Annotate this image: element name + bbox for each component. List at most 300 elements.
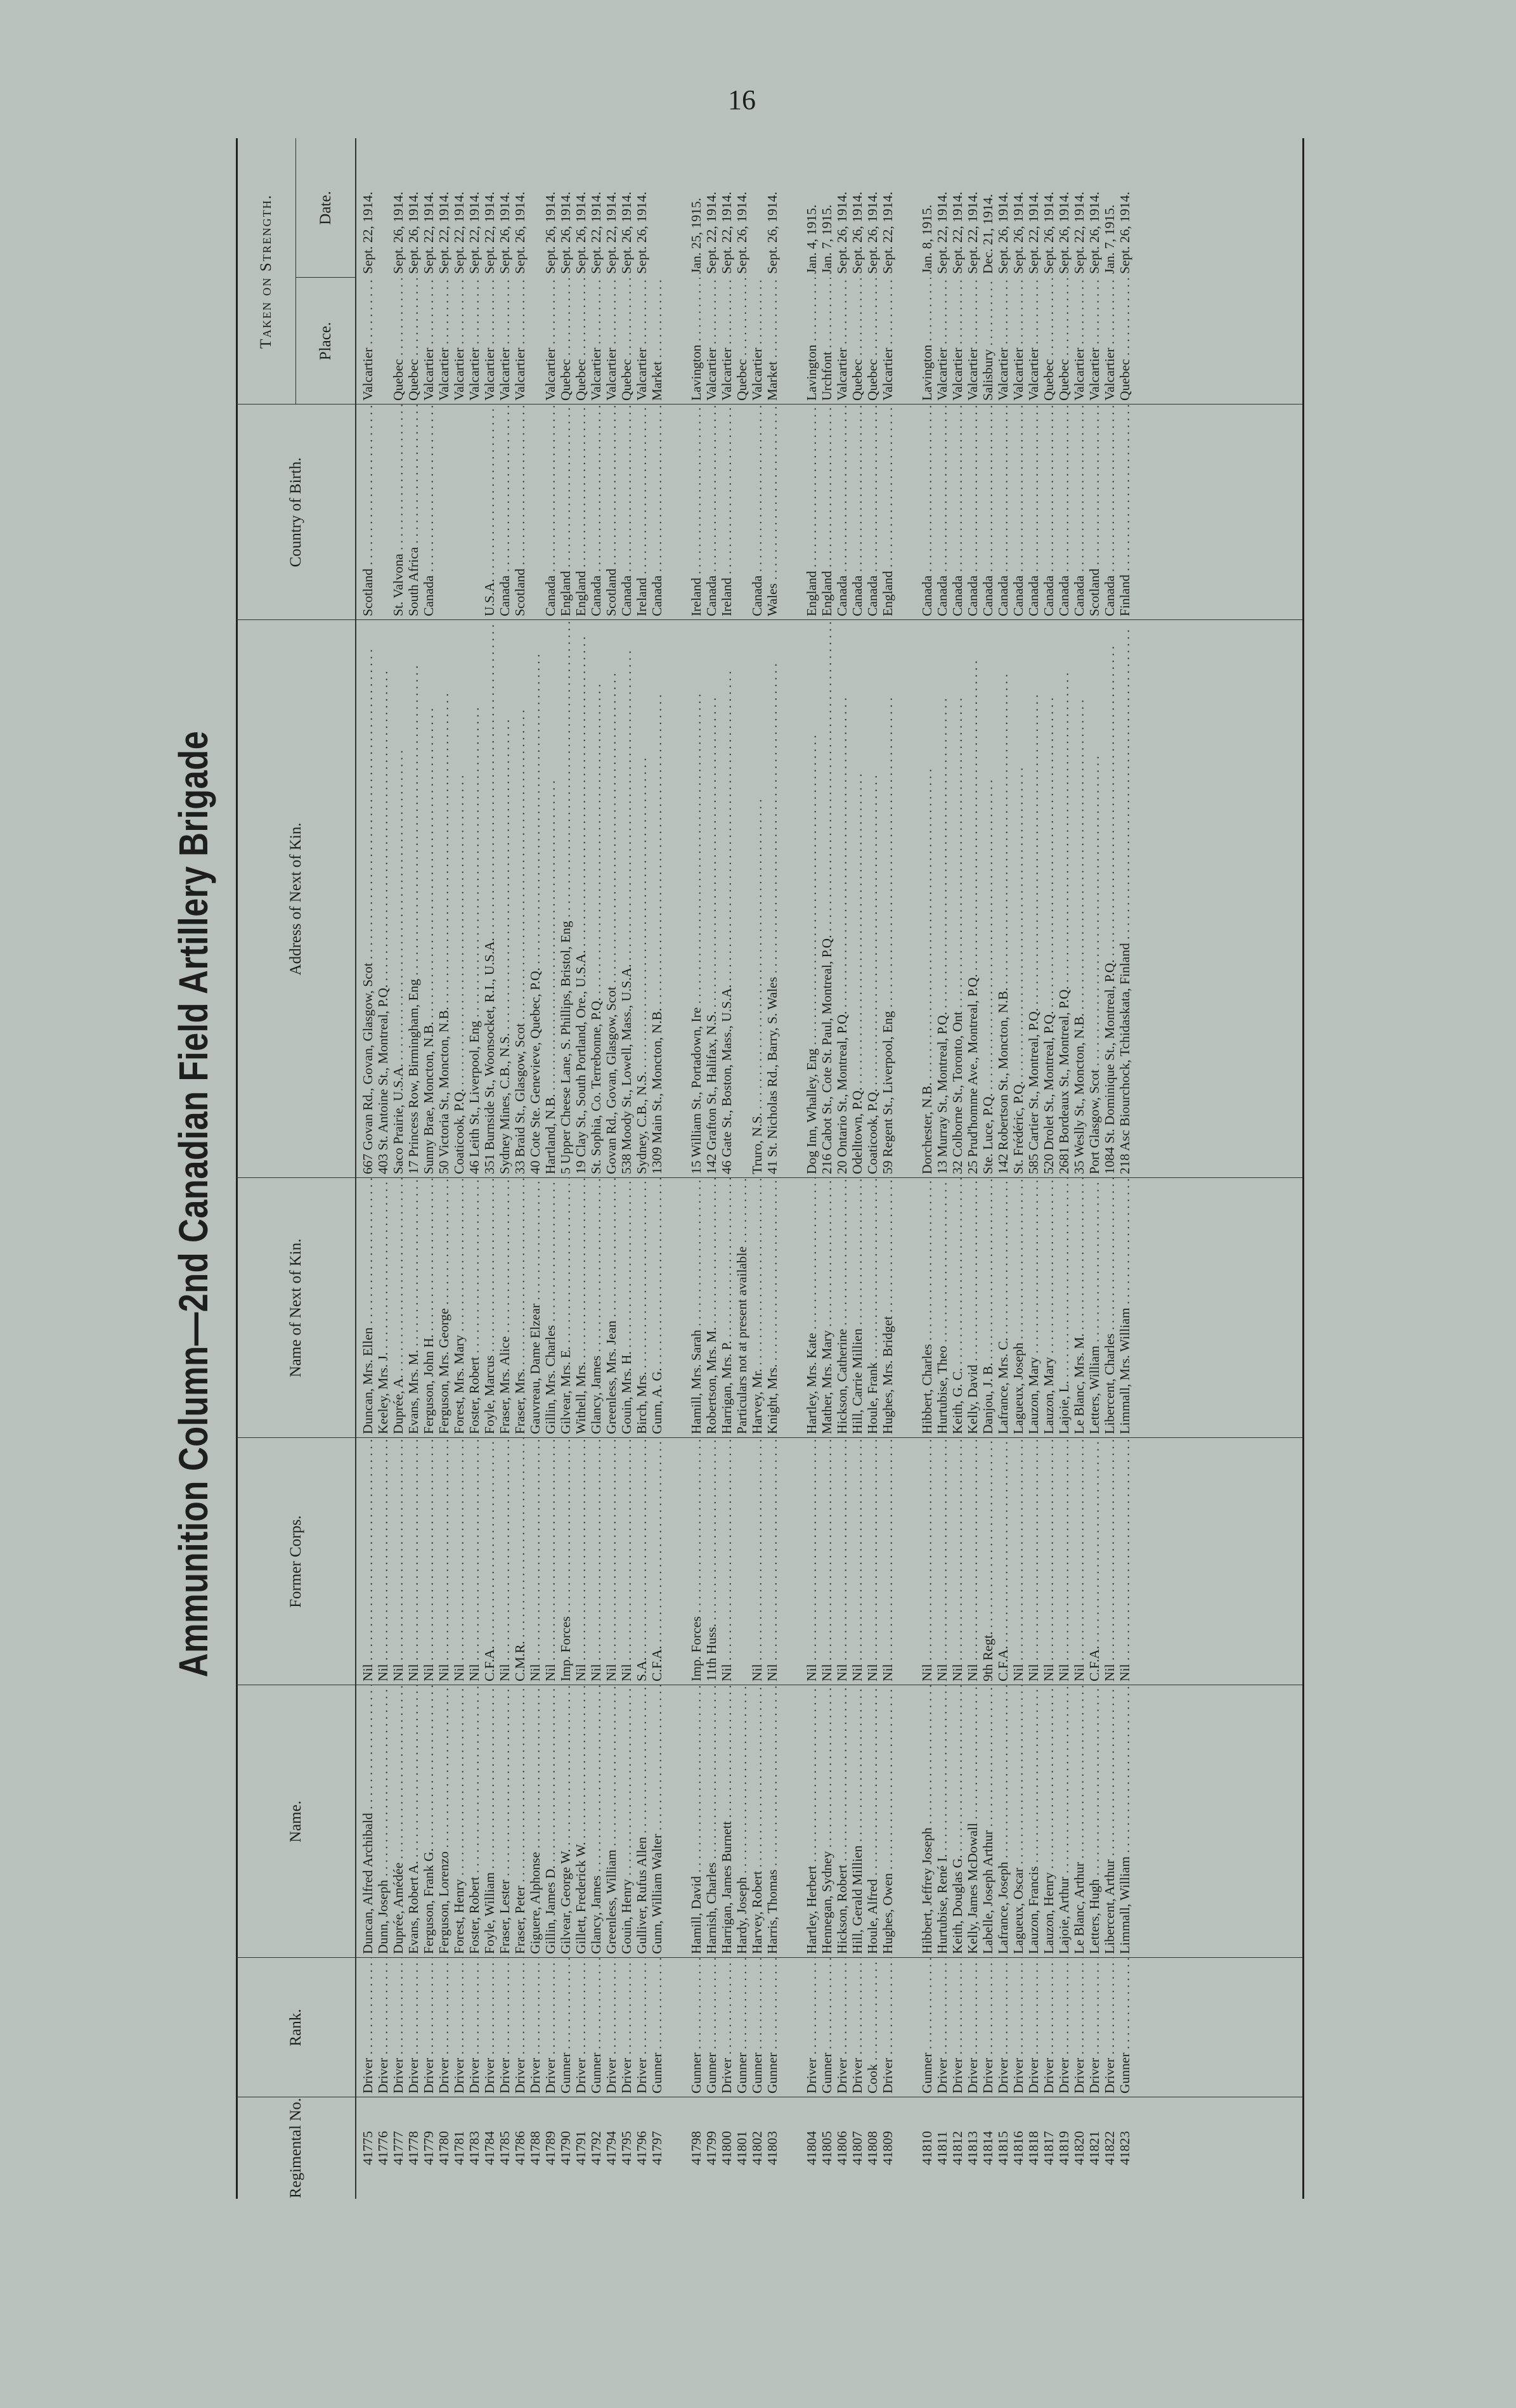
- header-country-of-birth: Country of Birth.: [287, 457, 304, 567]
- next-of-kin-address-cell: 15 William St., Portadown, Ire . . .: [689, 620, 704, 1178]
- country-of-birth-cell: Wales . . .: [765, 405, 781, 620]
- regimental-no-cell: 41783: [466, 2131, 482, 2165]
- former-corps-cell: Nil . . .: [950, 1438, 966, 1685]
- date-cell: Sept. 22, 1914.: [964, 191, 980, 274]
- next-of-kin-address-cell: Coaticook, P.Q. . . .: [865, 620, 881, 1178]
- table-row: [1117, 138, 1132, 2199]
- next-of-kin-name-cell: Hickson, Catherine . . .: [834, 1178, 850, 1438]
- name-cell: Keith, Douglas G. . . .: [950, 1685, 966, 1958]
- former-corps-cell: Nil . . .: [528, 1438, 543, 1685]
- table-row: [497, 138, 512, 2199]
- table-row: [634, 138, 649, 2199]
- row-group: [919, 138, 1132, 2199]
- former-corps-cell: Imp. Forces . . .: [558, 1438, 574, 1685]
- next-of-kin-name-cell: Forest, Mrs. Mary . . .: [451, 1178, 467, 1438]
- regimental-no-cell: 41784: [481, 2131, 497, 2165]
- place-cell: Quebec . . .: [1041, 278, 1057, 405]
- place-cell: Valcartier . . .: [482, 278, 498, 405]
- next-of-kin-name-cell: Lajoie, L. . . .: [1056, 1178, 1072, 1438]
- rank-cell: Driver . . .: [1056, 1958, 1072, 2097]
- regimental-no-cell: 41794: [603, 2131, 619, 2165]
- table-row: [482, 138, 497, 2199]
- next-of-kin-name-cell: Lauzon, Mary . . .: [1041, 1178, 1057, 1438]
- place-cell: Valcartier . . .: [543, 278, 559, 405]
- name-cell: Duprée, Amédée . . .: [391, 1685, 406, 1958]
- former-corps-cell: Nil . . .: [588, 1438, 604, 1685]
- name-cell: Labelle, Joseph Arthur . . .: [980, 1685, 996, 1958]
- next-of-kin-address-cell: 17 Princess Row, Birmingham, Eng . . .: [406, 620, 422, 1178]
- regimental-no-cell: 41781: [451, 2131, 467, 2165]
- former-corps-cell: Nil . . .: [1072, 1438, 1087, 1685]
- former-corps-cell: Nil . . .: [436, 1438, 452, 1685]
- name-cell: Foyle, William . . .: [482, 1685, 498, 1958]
- regimental-no-cell: 41802: [749, 2131, 765, 2165]
- place-cell: Valcartier . . .: [1087, 278, 1103, 405]
- place-cell: Quebec . . .: [734, 278, 750, 405]
- name-cell: Hurtubise, René I. . . .: [935, 1685, 950, 1958]
- next-of-kin-name-cell: Hibbert, Charles . . .: [919, 1178, 935, 1438]
- regimental-no-cell: 41806: [834, 2131, 850, 2165]
- rank-cell: Gunner . . .: [749, 1958, 765, 2097]
- place-cell: Quebec . . .: [391, 278, 406, 405]
- name-cell: Gouin, Henry . . .: [619, 1685, 635, 1958]
- date-cell: Sept. 22, 1914.: [466, 191, 482, 274]
- next-of-kin-address-cell: 667 Govan Rd., Govan, Glasgow, Scot . . .: [360, 620, 376, 1178]
- next-of-kin-name-cell: Hartley, Mrs. Kate . . .: [804, 1178, 820, 1438]
- date-cell: Sept. 22, 1914.: [703, 191, 719, 274]
- next-of-kin-address-cell: 50 Victoria St., Moncton, N.B. . . .: [436, 620, 452, 1178]
- next-of-kin-name-cell: Ferguson, Mrs. George . . .: [436, 1178, 452, 1438]
- name-cell: Gulliver, Rufus Allen . . .: [634, 1685, 650, 1958]
- rank-cell: Driver . . .: [980, 1958, 996, 2097]
- next-of-kin-name-cell: Duncan, Mrs. Ellen . . .: [360, 1178, 376, 1438]
- rank-cell: Driver . . .: [375, 1958, 391, 2097]
- place-cell: Quebec . . .: [1117, 278, 1133, 405]
- name-cell: Giguere, Alphonse . . .: [528, 1685, 543, 1958]
- next-of-kin-name-cell: Greenless, Mrs. Jean . . .: [604, 1178, 619, 1438]
- rank-cell: Gunner . . .: [734, 1958, 750, 2097]
- place-cell: Valcartier . . .: [634, 278, 650, 405]
- page-number: 16: [728, 84, 756, 115]
- name-cell: Fraser, Lester . . .: [497, 1685, 513, 1958]
- next-of-kin-address-cell: 13 Murray St., Montreal, P.Q. . . .: [935, 620, 950, 1178]
- date-cell: Sept. 22, 1914.: [718, 191, 734, 274]
- place-cell: Valcartier . . .: [497, 278, 513, 405]
- name-cell: Ferguson, Frank G. . . .: [421, 1685, 437, 1958]
- place-cell: Valcartier . . .: [588, 278, 604, 405]
- place-cell: Salisbury . . .: [980, 278, 996, 405]
- regimental-no-cell: 41814: [980, 2131, 995, 2165]
- table-row: [1056, 138, 1072, 2199]
- regimental-no-cell: 41799: [703, 2131, 719, 2165]
- rank-cell: Driver . . .: [604, 1958, 619, 2097]
- country-of-birth-cell: Ireland . . .: [719, 405, 735, 620]
- place-cell: Lavington . . .: [804, 278, 820, 405]
- place-cell: Quebec . . .: [1056, 278, 1072, 405]
- name-cell: Fraser, Peter . . .: [512, 1685, 528, 1958]
- place-cell: Market . . .: [765, 278, 781, 405]
- rank-cell: Driver . . .: [1087, 1958, 1103, 2097]
- date-cell: Sept. 26, 1914.: [1040, 191, 1056, 274]
- next-of-kin-address-cell: Port Glasgow, Scot . . .: [1087, 620, 1103, 1178]
- date-cell: Jan. 8, 1915.: [919, 204, 935, 274]
- country-of-birth-cell: Canada . . .: [1056, 405, 1072, 620]
- next-of-kin-address-cell: 2681 Bordeaux St., Montreal, P.Q. . . .: [1056, 620, 1072, 1178]
- table-row: [604, 138, 619, 2199]
- table-row: [619, 138, 634, 2199]
- country-of-birth-cell: Canada . . .: [543, 405, 559, 620]
- country-of-birth-cell: Canada . . .: [935, 405, 950, 620]
- country-of-birth-cell: Canada . . .: [588, 405, 604, 620]
- regimental-no-cell: 41811: [934, 2131, 950, 2165]
- country-of-birth-cell: England . . .: [573, 405, 589, 620]
- place-cell: Quebec . . .: [850, 278, 865, 405]
- table-row: [588, 138, 604, 2199]
- date-cell: Sept. 22, 1914.: [1025, 191, 1041, 274]
- date-cell: Sept. 26, 1914.: [834, 191, 850, 274]
- next-of-kin-name-cell: Limmall, Mrs. William . . .: [1117, 1178, 1133, 1438]
- rank-cell: Gunner . . .: [588, 1958, 604, 2097]
- next-of-kin-name-cell: Birch, Mrs. . . .: [634, 1178, 650, 1438]
- table-row: [965, 138, 980, 2199]
- date-cell: Sept. 26, 1914.: [1056, 191, 1072, 274]
- header-rank: Rank.: [287, 2009, 304, 2047]
- name-cell: Foster, Robert . . .: [467, 1685, 483, 1958]
- date-cell: Sept. 26, 1914.: [405, 191, 421, 274]
- next-of-kin-name-cell: Danjou, J. B. . . .: [980, 1178, 996, 1438]
- country-of-birth-cell: Canada . . .: [834, 405, 850, 620]
- next-of-kin-name-cell: Lafrance, Mrs. C. . . .: [995, 1178, 1011, 1438]
- former-corps-cell: Nil . . .: [360, 1438, 376, 1685]
- next-of-kin-name-cell: Keeley, Mrs. J. . . .: [375, 1178, 391, 1438]
- next-of-kin-name-cell: Hughes, Mrs. Bridget . . .: [880, 1178, 896, 1438]
- place-cell: Lavington . . .: [689, 278, 704, 405]
- country-of-birth-cell: Canada . . .: [965, 405, 981, 620]
- place-cell: Valcartier . . .: [880, 278, 896, 405]
- former-corps-cell: Nil . . .: [543, 1438, 559, 1685]
- next-of-kin-address-cell: 20 Ontario St., Montreal, P.Q. . . .: [834, 620, 850, 1178]
- name-cell: Limmall, William . . .: [1117, 1685, 1133, 1958]
- regimental-no-cell: 41786: [512, 2131, 528, 2165]
- table-row: [406, 138, 421, 2199]
- country-of-birth-cell: Canada . . .: [619, 405, 635, 620]
- rank-cell: Gunner . . .: [1117, 1958, 1133, 2097]
- rank-cell: Driver . . .: [528, 1958, 543, 2097]
- place-cell: Valcartier . . .: [749, 278, 765, 405]
- former-corps-cell: Nil . . .: [451, 1438, 467, 1685]
- name-cell: Forest, Henry . . .: [451, 1685, 467, 1958]
- next-of-kin-address-cell: 538 Moody St., Lowell, Mass., U.S.A. . . .: [619, 620, 635, 1178]
- regimental-no-cell: 41818: [1025, 2131, 1041, 2165]
- rank-cell: Driver . . .: [436, 1958, 452, 2097]
- table-row: [1011, 138, 1026, 2199]
- next-of-kin-name-cell: Robertson, Mrs. M. . . .: [704, 1178, 720, 1438]
- regimental-no-cell: 41819: [1056, 2131, 1072, 2165]
- table-row: [850, 138, 865, 2199]
- date-cell: Sept. 26, 1914.: [734, 191, 749, 274]
- country-of-birth-cell: U.S.A. . . .: [482, 405, 498, 620]
- former-corps-cell: Nil . . .: [497, 1438, 513, 1685]
- next-of-kin-address-cell: 1309 Main St., Moncton, N.B. . . .: [649, 620, 665, 1178]
- next-of-kin-address-cell: 25 Prud'homme Ave., Montreal, P.Q. . . .: [965, 620, 981, 1178]
- place-cell: Valcartier . . .: [421, 278, 437, 405]
- name-cell: Kelly, James McDowall . . .: [965, 1685, 981, 1958]
- table-row: [573, 138, 588, 2199]
- name-cell: Harnish, Charles . . .: [704, 1685, 720, 1958]
- next-of-kin-address-cell: Saco Prairie, U.S.A. . . .: [391, 620, 406, 1178]
- next-of-kin-address-cell: 46 Leith St., Liverpool, Eng . . .: [467, 620, 483, 1178]
- rank-cell: Driver . . .: [965, 1958, 981, 2097]
- next-of-kin-address-cell: 19 Clay St., South Portland, Ore., U.S.A. . . .: [573, 620, 589, 1178]
- table-row: [512, 138, 528, 2199]
- country-of-birth-cell: Finland . . .: [1117, 405, 1133, 620]
- next-of-kin-name-cell: Keith, G. C. . . .: [950, 1178, 966, 1438]
- table-row: [360, 138, 375, 2199]
- name-cell: Gunn, William Walter . . .: [649, 1685, 665, 1958]
- former-corps-cell: C.M.R. . . .: [512, 1438, 528, 1685]
- regimental-no-cell: 41823: [1117, 2131, 1132, 2165]
- former-corps-cell: Nil . . .: [573, 1438, 589, 1685]
- country-of-birth-cell: England . . .: [880, 405, 896, 620]
- regimental-no-cell: 41800: [718, 2131, 734, 2165]
- date-cell: Sept. 26, 1914.: [849, 191, 865, 274]
- date-cell: Sept. 22, 1914.: [436, 191, 451, 274]
- table-row: [734, 138, 749, 2199]
- regimental-no-cell: 41785: [496, 2131, 512, 2165]
- country-of-birth-cell: Ireland . . .: [689, 405, 704, 620]
- country-of-birth-cell: Canada . . .: [497, 405, 513, 620]
- former-corps-cell: Nil . . .: [467, 1438, 483, 1685]
- date-cell: Sept. 26, 1914.: [995, 191, 1011, 274]
- next-of-kin-name-cell: Letters, William . . .: [1087, 1178, 1103, 1438]
- next-of-kin-name-cell: Lauzon, Mary . . .: [1026, 1178, 1042, 1438]
- header-rule: [355, 138, 356, 2199]
- rank-cell: Gunner . . .: [765, 1958, 781, 2097]
- regimental-no-cell: 41801: [734, 2131, 749, 2165]
- country-of-birth-cell: Canada . . .: [1102, 405, 1118, 620]
- table-row: [819, 138, 834, 2199]
- country-of-birth-cell: Canada . . .: [995, 405, 1011, 620]
- regimental-no-cell: 41821: [1086, 2131, 1102, 2165]
- next-of-kin-address-cell: Truro, N.S. . . .: [749, 620, 765, 1178]
- table-body: [360, 138, 1156, 2199]
- next-of-kin-address-cell: Sydney Mines, C.B., N.S. . . .: [497, 620, 513, 1178]
- table-row: [528, 138, 543, 2199]
- former-corps-cell: 9th Regt. . . .: [980, 1438, 996, 1685]
- table-row: [1087, 138, 1102, 2199]
- date-cell: Sept. 22, 1914.: [879, 191, 895, 274]
- name-cell: Greenless, William . . .: [604, 1685, 619, 1958]
- regimental-no-cell: 41780: [436, 2131, 451, 2165]
- rank-cell: Gunner . . .: [649, 1958, 665, 2097]
- next-of-kin-name-cell: Harvey, Mr. . . .: [749, 1178, 765, 1438]
- next-of-kin-address-cell: Sunny Brae, Moncton, N.B. . . .: [421, 620, 437, 1178]
- country-of-birth-cell: Scotland . . .: [360, 405, 376, 620]
- rank-cell: Driver . . .: [497, 1958, 513, 2097]
- country-of-birth-cell: Canada . . .: [421, 405, 437, 620]
- name-cell: Hamill, David . . .: [689, 1685, 704, 1958]
- regimental-no-cell: 41822: [1101, 2131, 1117, 2165]
- regimental-no-cell: 41789: [542, 2131, 558, 2165]
- table-row: [749, 138, 765, 2199]
- regimental-no-cell: 41820: [1071, 2131, 1087, 2165]
- rank-cell: Driver . . .: [834, 1958, 850, 2097]
- rank-cell: Driver . . .: [1011, 1958, 1027, 2097]
- next-of-kin-name-cell: Duprée, A. . . .: [391, 1178, 406, 1438]
- place-cell: Valcartier . . .: [604, 278, 619, 405]
- name-cell: Lafrance, Joseph . . .: [995, 1685, 1011, 1958]
- place-cell: Valcartier . . .: [834, 278, 850, 405]
- regimental-no-cell: 41778: [405, 2131, 421, 2165]
- next-of-kin-address-cell: Odelltown, P.Q. . . .: [850, 620, 865, 1178]
- row-group: [689, 138, 780, 2199]
- date-cell: Jan. 7, 1915.: [1101, 204, 1117, 274]
- rank-cell: Driver . . .: [995, 1958, 1011, 2097]
- name-cell: Hill, Gerald Millien . . .: [850, 1685, 865, 1958]
- name-cell: Hartley, Herbert . . .: [804, 1685, 820, 1958]
- table-row: [421, 138, 436, 2199]
- next-of-kin-address-cell: 216 Cabot St., Cote St. Paul, Montreal, P.Q. . . .: [819, 620, 835, 1178]
- rank-cell: Driver . . .: [421, 1958, 437, 2097]
- rank-cell: Driver . . .: [451, 1958, 467, 2097]
- place-cell: Quebec . . .: [558, 278, 574, 405]
- former-corps-cell: Imp. Forces . . .: [689, 1438, 704, 1685]
- next-of-kin-name-cell: Gouin, Mrs. H. . . .: [619, 1178, 635, 1438]
- date-cell: Sept. 26, 1914.: [542, 191, 558, 274]
- place-cell: Valcartier . . .: [965, 278, 981, 405]
- former-corps-cell: Nil . . .: [719, 1438, 735, 1685]
- table-row: [834, 138, 850, 2199]
- former-corps-cell: C.F.A. . . .: [995, 1438, 1011, 1685]
- date-cell: Sept. 26, 1914.: [1010, 191, 1026, 274]
- next-of-kin-address-cell: 32 Colborne St., Toronto, Ont . . .: [950, 620, 966, 1178]
- rank-cell: Driver . . .: [1026, 1958, 1042, 2097]
- country-of-birth-cell: England . . .: [804, 405, 820, 620]
- place-cell: Lavington . . .: [919, 278, 935, 405]
- next-of-kin-name-cell: Libercent, Charles . . .: [1102, 1178, 1118, 1438]
- country-of-birth-cell: Canada . . .: [1072, 405, 1087, 620]
- table-row: [719, 138, 734, 2199]
- rank-cell: Driver . . .: [1072, 1958, 1087, 2097]
- country-of-birth-cell: Canada . . .: [850, 405, 865, 620]
- former-corps-cell: Nil . . .: [375, 1438, 391, 1685]
- table-row: [467, 138, 482, 2199]
- name-cell: Gillin, James D. . . .: [543, 1685, 559, 1958]
- next-of-kin-address-cell: 142 Grafton St., Halifax, N.S. . . .: [704, 620, 720, 1178]
- place-cell: Valcartier . . .: [467, 278, 483, 405]
- next-of-kin-name-cell: Hamill, Mrs. Sarah . . .: [689, 1178, 704, 1438]
- date-cell: Sept. 26, 1914.: [1117, 191, 1132, 274]
- table-row: [1072, 138, 1087, 2199]
- country-of-birth-cell: England . . .: [819, 405, 835, 620]
- country-of-birth-cell: Canada . . .: [950, 405, 966, 620]
- former-corps-cell: Nil . . .: [834, 1438, 850, 1685]
- regimental-no-cell: 41798: [688, 2131, 704, 2165]
- name-cell: Harrigan, James Burnett . . .: [719, 1685, 735, 1958]
- regimental-no-cell: 41795: [618, 2131, 634, 2165]
- name-cell: Hickson, Robert . . .: [834, 1685, 850, 1958]
- rank-cell: Driver . . .: [573, 1958, 589, 2097]
- place-cell: Valcartier . . .: [1102, 278, 1118, 405]
- header-regimental-no: Regimental No.: [287, 2097, 304, 2199]
- next-of-kin-address-cell: Dorchester, N.B. . . .: [919, 620, 935, 1178]
- next-of-kin-address-cell: Sydney, C.B., N.S. . . .: [634, 620, 650, 1178]
- next-of-kin-name-cell: Withell, Mrs. . . .: [573, 1178, 589, 1438]
- name-cell: Hibbert, Jeffrey Joseph . . .: [919, 1685, 935, 1958]
- place-cell: Quebec . . .: [406, 278, 422, 405]
- regimental-no-cell: 41796: [633, 2131, 649, 2165]
- rank-cell: Gunner . . .: [919, 1958, 935, 2097]
- rank-cell: Gunner . . .: [689, 1958, 704, 2097]
- next-of-kin-name-cell: Fraser, Mrs. . . .: [512, 1178, 528, 1438]
- rank-cell: Driver . . .: [935, 1958, 950, 2097]
- name-cell: Glancy, James . . .: [588, 1685, 604, 1958]
- date-cell: Jan. 4, 1915.: [803, 204, 819, 274]
- date-cell: Sept. 26, 1914.: [618, 191, 634, 274]
- next-of-kin-name-cell: Evans, Mrs. M. . . .: [406, 1178, 422, 1438]
- former-corps-cell: C.F.A. . . .: [482, 1438, 498, 1685]
- next-of-kin-address-cell: 1084 St. Dominique St., Montreal, P.Q. . . .: [1102, 620, 1118, 1178]
- rank-cell: Driver . . .: [634, 1958, 650, 2097]
- place-cell: Valcartier . . .: [935, 278, 950, 405]
- next-of-kin-address-cell: 585 Cartier St., Montreal, P.Q. . . .: [1026, 620, 1042, 1178]
- place-cell: Valcartier . . .: [950, 278, 966, 405]
- date-cell: Sept. 26, 1914.: [764, 191, 780, 274]
- regimental-no-cell: 41808: [864, 2131, 880, 2165]
- regimental-no-cell: 41815: [995, 2131, 1011, 2165]
- date-cell: Dec. 21, 1914.: [980, 194, 995, 274]
- next-of-kin-address-cell: Dog Inn, Whalley, Eng . . .: [804, 620, 820, 1178]
- country-of-birth-cell: Canada . . .: [1011, 405, 1027, 620]
- place-cell: Valcartier . . .: [995, 278, 1011, 405]
- former-corps-cell: Nil . . .: [765, 1438, 781, 1685]
- next-of-kin-name-cell: Lagueux, Joseph . . .: [1011, 1178, 1027, 1438]
- next-of-kin-name-cell: Kelly, David . . .: [965, 1178, 981, 1438]
- name-cell: Le Blanc, Arthur . . .: [1072, 1685, 1087, 1958]
- next-of-kin-address-cell: St. Sophia, Co. Terrebonne, P.Q. . . .: [588, 620, 604, 1178]
- table-row: [436, 138, 451, 2199]
- next-of-kin-name-cell: Gillin, Mrs. Charles . . .: [543, 1178, 559, 1438]
- regimental-no-cell: 41810: [919, 2131, 935, 2165]
- name-cell: Lauzon, Henry . . .: [1041, 1685, 1057, 1958]
- rank-cell: Driver . . .: [850, 1958, 865, 2097]
- former-corps-cell: Nil . . .: [1117, 1438, 1133, 1685]
- rank-cell: Driver . . .: [880, 1958, 896, 2097]
- country-of-birth-cell: Canada . . .: [980, 405, 996, 620]
- country-of-birth-cell: Canada . . .: [919, 405, 935, 620]
- next-of-kin-address-cell: 5 Upper Cheese Lane, S. Phillips, Bristol, Eng . . .: [558, 620, 574, 1178]
- name-cell: Gilvear, George W. . . .: [558, 1685, 574, 1958]
- former-corps-cell: Nil . . .: [1026, 1438, 1042, 1685]
- regimental-no-cell: 41804: [803, 2131, 819, 2165]
- date-cell: Sept. 26, 1914.: [573, 191, 588, 274]
- place-cell: Valcartier . . .: [1072, 278, 1087, 405]
- next-of-kin-name-cell: Hurtubise, Theo . . .: [935, 1178, 950, 1438]
- next-of-kin-address-cell: Govan Rd., Govan, Glasgow, Scot . . .: [604, 620, 619, 1178]
- next-of-kin-address-cell: 40 Cote Ste. Genevieve, Quebec, P.Q. . . .: [528, 620, 543, 1178]
- date-cell: Sept. 22, 1914.: [1071, 191, 1087, 274]
- name-cell: Harvey, Robert . . .: [749, 1685, 765, 1958]
- former-corps-cell: Nil . . .: [1056, 1438, 1072, 1685]
- next-of-kin-name-cell: Glancy, James . . .: [588, 1178, 604, 1438]
- name-cell: Hughes, Owen . . .: [880, 1685, 896, 1958]
- former-corps-cell: Nil . . .: [865, 1438, 881, 1685]
- place-cell: Valcartier . . .: [512, 278, 528, 405]
- table-bottom-rule: [1302, 138, 1304, 2199]
- country-of-birth-cell: St. Valvona . . .: [391, 405, 406, 620]
- place-cell: Quebec . . .: [865, 278, 881, 405]
- next-of-kin-address-cell: 403 St. Antoine St., Montreal, P.Q. . . .: [375, 620, 391, 1178]
